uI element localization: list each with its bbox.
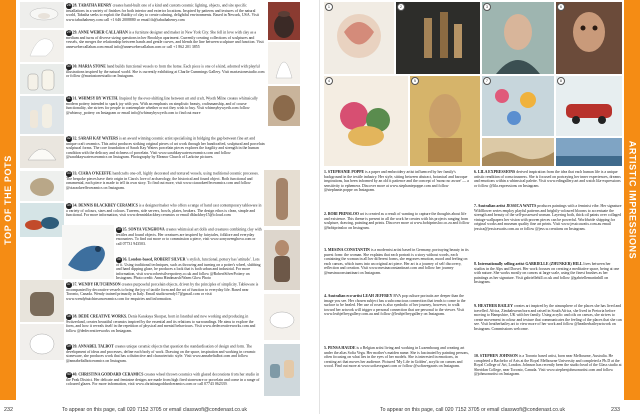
entry-heading: 33. CIARA O'KEEFFE (72, 171, 112, 176)
photo-dark-vessel (268, 2, 300, 40)
artwork-1-embroidery (324, 2, 394, 74)
photo-vases-31 (20, 96, 64, 134)
entry-number: 38 (66, 314, 71, 318)
entry-text: art is created as a result of wanting to capture the thoughts about life and existence. This theme is present in all the work he creates with his projects ranging from sculpture, drawing, painting and prints. Discover more at www.bobiprinsloo.co.za and follow @bobiprinsloo on Instagram. (324, 212, 470, 230)
entry-33 (66, 171, 262, 201)
entry-8 (474, 262, 622, 302)
photo-pottery-36 (20, 280, 64, 322)
photo-white-bowl (264, 294, 300, 340)
entry-text: 's stylish, functional, pottery has 'attitude'. Lots of it. Using traditional techniques, such as throwing and turning on a potter's wheel, slabbing and hand dipping glaze, he produces a look that is both urban and industrial. For more information, visit www.robertsilverpottery.co.uk and follow @RobertSilverPottery on Instagram. Photo credit: Anna Hindmarsh/Warm Glow Photo (116, 257, 261, 281)
entry-31 (66, 96, 266, 134)
entry-number: 30 (66, 64, 71, 68)
entry-37 (66, 282, 262, 312)
photo-glazed-cups (264, 344, 300, 396)
entry-text: is a Belgian artist living and working in Luxembourg and creating art under the alias Sofia Vega. Her mother's maiden name. She is fascinated by painting persons, often focusing on what lies in the eyes of her models. She is interested in emotions, in creating art that moves her audience. Pictured 'My Life in Golden', acrylic on canvas and wood. Find out more at www.sofiavegaart.com or follow @sofiavegaarts on Instagram. (324, 346, 469, 369)
entry-36 (116, 257, 262, 281)
artwork-5-golden (410, 76, 480, 166)
entry-number: 35 (116, 227, 121, 231)
artwork-sky (556, 138, 622, 166)
artwork-label-4: 4 (325, 77, 333, 85)
artwork-label-2: 2 (397, 3, 405, 11)
artwork-3-portrait (482, 2, 554, 74)
section-title-left: TOP OF THE POTS (3, 155, 13, 245)
photo-tall-vase (264, 170, 300, 226)
entry-text: hand builds functional vessels to from the home. Each piece is one of a kind, adorned with playful illustrations inspired by the natural world. She is currently exhibiting at Charlie Cummings Gallery. Visit mariastonestudio.com or follow @mariastonestudio on Instagram. (66, 64, 265, 79)
photo-textured-pot (268, 86, 300, 126)
section-tab-left (0, 0, 16, 400)
entry-number: 32 (66, 136, 71, 140)
entry-heading: 28. TABATHA HENRY (72, 3, 112, 8)
entry-1 (324, 170, 470, 210)
entry-32 (66, 136, 266, 170)
photo-figure (264, 230, 300, 290)
entry-28 (66, 3, 266, 29)
entry-number: 36 (116, 257, 121, 261)
entry-heading: 35. SONYA VENGHOVA (122, 227, 165, 232)
artwork-label-6: 6 (557, 3, 565, 11)
entry-number: 40 (66, 372, 71, 376)
entry-text: derived inspiration from the idea that each human life is a unique artistic rendition of consciousness. She is focused on portraying her inner experiences, dreams and emotions within a whimsical palette. Visit www.edingallery.art and watch lila-expressions or follow @lila.expressions on Instagram. (474, 170, 621, 188)
entry-heading: 40. CHRISTINA GODDARD CERAMICS (72, 372, 144, 377)
photo-white-sculpture (268, 42, 300, 84)
entry-number: 39 (66, 344, 71, 348)
entry-number: 34 (66, 203, 71, 207)
artwork-landscape (482, 138, 554, 166)
entry-text: creates art inspired by the atmosphere of the places she has lived and travelled. Africa, Zimbabwean born and raised in South Africa, she lived in Pretoria before moving to Hampshire, UK with her family. Using acrylic and oils on canvas, she strives to create movement in colour and texture that communicates the feeling of the places that she can see. Visit heatherbailey.art to view more of her work and follow @heatherbaileyartwork on Instagram. Commissions welcome. (474, 304, 622, 331)
entry-heading: 36. London-based, ROBERT SILVER (122, 257, 186, 262)
artwork-4-pop-portrait (324, 76, 408, 166)
photo-lamp-28 (20, 2, 64, 28)
entry-7 (474, 204, 622, 260)
entry-text: creates wheel thrown ceramics with glazed decorations from her studio in the Peak District. Her delicate and feminine designs are made from high fired stoneware or porcelain and come in a range of coloured glazes. For more information, visit www.christinagoddardceramics.com or call 07743 062339. (66, 372, 260, 387)
page-number-left: 232 (4, 407, 13, 413)
artwork-7-wildflower (482, 76, 554, 136)
artwork-car (556, 76, 622, 136)
artwork-6-whimsical (556, 2, 622, 74)
entry-text: is a furniture designer and maker in New York City. She fell in love with clay as a medium and turns of diverse sizing questions in her Brooklyn apartment. Currently creating collections of sculptures and vessels, she merges the relationship between hands and gentle curves, and blends the line between sculpture and function. Visit annewebercallahan.com email info@annewebercallahan.com or call +1 862 201 3855 (66, 30, 264, 49)
entry-heading: 30. MARIA STONE (72, 64, 106, 69)
entry-text: is a Toronto based artist, born near Melbourne, Australia. He completed a Bachelor of Arts at the Royal Melbourne University and completed a Ph.D at the Royal College of Art, London. Johnson has recently been the studio head of the Glass studio at Sheridan College, near Toronto, Canada. Visit www.stephenjohnsonartist.com and follow @johnsonartist on Instagram. (474, 354, 622, 377)
photo-blue-creature-35 (62, 225, 114, 279)
entry-29 (66, 30, 266, 62)
footer-right: To appear on this page, call 020 7152 3705 or email classwofi@condenast.co.uk (380, 407, 565, 413)
photo-sculpture-29 (20, 30, 64, 62)
entry-heading: 10. STEPHEN JOHNSON (474, 354, 518, 358)
entry-text: is a paper and embroidery artist influenced by her family's background in the textile industry. Her style, sitting between abstract, botanical and baroque inspirations, has been informed by an old tt patience and the concept of 'mono no aware' — a sensitivity to ephemera. Discover more at www.stephaniepoppe.com and follow @stephanie.poppe on Instagram. (324, 170, 469, 193)
artwork-label-3: 3 (483, 3, 491, 11)
page-number-right: 233 (611, 407, 620, 413)
entry-text: Inspired by the ever-shifting line between art and craft, Wyeth Milne creates whimsically modern pottery intended to spark joy with you. With an emphasis on simplistic beauty, craftsmanship, and of course functionality, she strives for people to contemplate whether or not they wish to buy. Visit whimsybywyeth.com follow @whimsy_pottery on Instagram or email info@whimsybywyeth.com to find out more (66, 96, 258, 115)
photo-tableware-34 (20, 203, 64, 237)
entry-30 (66, 64, 266, 94)
entry-heading: 37. WENDY HUTCHINSON (72, 282, 121, 287)
entry-heading: 5. PENSA HAUDE (324, 346, 356, 350)
right-page (320, 0, 640, 414)
entry-heading: 38. DÉDÉ CREATIVE WORKS. (72, 314, 128, 319)
entry-2 (324, 212, 470, 246)
entry-number: 29 (66, 30, 71, 34)
artwork-label-1: 1 (325, 3, 333, 11)
entry-heading: 9. HEATHER BAILEY (474, 304, 513, 308)
entry-40 (66, 372, 262, 400)
entry-38 (66, 314, 262, 342)
entry-heading: 7. Australian artist JESSICA WATTS (474, 204, 537, 208)
entry-heading: 34. DENNIS BLACKBEY CERAMICS (72, 203, 138, 208)
artwork-2-sculpture (396, 2, 480, 74)
entry-text: creates unique ceramic objects that question the standardisation of design and form. The development of ideas and processes, define each body of work. Drawing on the space, inspiration and working in ceramic stoneware, she produces work that has a distinctive and characteristic style. Visit www.annabeltalbot.com and follow @annabeltalbotceramics on Instagram. (66, 344, 256, 363)
entry-heading: 8. Internationally selling artist GABRIELLE (ZHUNKER) HILL (474, 262, 583, 266)
entry-heading: 39. ANNABEL TALBOT (72, 344, 114, 349)
entry-heading: 4. Australian eco-artist LEAH JEFFREY (324, 294, 393, 298)
entry-heading: 2. BOBI PRINSLOO (324, 212, 359, 216)
entry-34 (66, 203, 262, 225)
entry-text: is a designer/maker who offers a range of hand cast contemporary tableware in a variety of colours, sizes and colours. Tureens, side servers, bowls, plates, beakers. The design ethos is clean, simple and functional. For more information, visit www.dennisblackbey.ceramics or email dblackbey15@icloud.com (66, 203, 262, 218)
entry-text: creates hand-built one of a kind and custom ceramic lighting, objects, and site specific installations in a variety of finishes for both interior and exterior locations. Inspired by patterns and textures of the natural world, Tabatha seeks to exploit the fluidity of clay to create calming, delightful environments. Based in Newark, USA. Visit www.tabathahenry.com call +1 646 2008880 or email tb@tabathahenry.com (66, 3, 259, 22)
section-title-right: ARTISTIC IMPRESSIONS (627, 140, 638, 260)
entry-9 (474, 304, 622, 352)
entry-number: 33 (66, 171, 71, 175)
entry-text: handcrafts one-off, highly decorated and textured vessels, using traditional ceramic processes. The bespoke pieces have their origin in Ciara's love of archaeology, the historical and found object. Both functional and ornamental, each piece is made to tell its own story. To find out more, visit www.ciaraokeeffeceramics.com and follow @ciaraokeeffeceramics on Instagram. (66, 171, 259, 190)
entry-3 (324, 248, 470, 292)
entry-text: creates purposeful porcelain objects, driven by the principles of simplicity. Tableware is accompanied by decorative vessels to bring the joy of tactile form and the art of function to everyday life. Based near Toronto, Canada. Wendy trained primarily in Italy. Email studiowendy17@gmail.com or visit www.wendyhutchinsonceramics.com for enquiries and information. (66, 282, 259, 301)
entry-text: creates whimsical art dolls and creatures combining clay with textiles and found objects. Her creatures are inspired by fairytales, folklore and everyday encounters. To find out more or to commission a piece, visit www.sonyavenghova.com or call 07731 943503. (116, 227, 262, 246)
entry-39 (66, 344, 262, 370)
artwork-label-7: 7 (483, 77, 491, 85)
footer-left: To appear on this page, call 020 7152 3705 or email classwofi@condenast.co.uk (62, 407, 247, 413)
section-tab-right (624, 0, 640, 400)
entry-heading: 29. ANNE WEBER CALLAHAN (72, 30, 128, 35)
entry-35 (116, 227, 262, 255)
entry-text: is an award winning ceramic artist specialising in bridging the gap between fine art and unique craft ceramics. This artist produces striking original pieces of art work through her handcrafted, sculptural and porcelain sculptural forms. The core foundation of Sarah Kay Waters porcelain pieces explores the fragility and strength in the human condition with the delicacy and richness of porcelain. Visit www.sarahkaywatersceramics.com and follow @sarahkaywatersceramics on Instagram. Photography by Eleanor Church of Larkrise pictures. (66, 136, 265, 160)
entry-heading: 1. STÉPHANIE POPPE (324, 170, 365, 174)
artwork-label-5: 5 (411, 77, 419, 85)
entry-number: 37 (66, 282, 71, 286)
entry-text: is a modernist artist based in Germany, portraying beauty in its purest form: the woman. She explains that each portrait is a story without words, each containing the woman in all her different forms, she engraves emotion, mood and feeling on each canvas, which turns into an original art piece. Her art is a journey of self discovery, reflection and creation. Visit www.mesinaconstantinart.com and follow her journey @mesinaconstantinart on Instagram. (324, 248, 469, 275)
entry-number: 31 (66, 96, 71, 100)
entry-heading: 3. MESINA CONSTANTIN (324, 248, 370, 252)
entry-6 (474, 170, 622, 202)
artwork-label-8: 8 (557, 77, 565, 85)
entry-text: BVA pop culture portraits are deeper than the image you see. Her chosen subject has a subconscious connection that tends to come to the surface to be healed. Her use of roses is also symbolic of her journey, however, to walk toward her artwork will trigger a personal connection that are personal to the viewer. Visit www.leahjeffreygallery.com.au and follow @leahjeffreygallery on Instagram. (324, 294, 466, 317)
photo-porcelain-32 (20, 136, 64, 168)
entry-10 (474, 354, 622, 400)
entry-text: produces paintings with a feminist vibe. Her signature Wildflower series employ playful patterns and brightly-coloured blooms to accentuate the strength and beauty of the self-possessed woman. Layering both, thick oil paints over collaged vintage wallpapers her vision with proven pieces can be powerful. Worldwide shipping for original works and museum quality fine art prints. Visit www.jessicawatts.com.au email jessica@jessicawatts.com.au or follow @jess.w.creations on Instagram. (474, 204, 622, 231)
photo-porcelain-37 (20, 324, 64, 360)
entry-5 (324, 346, 470, 400)
photo-vessels-30 (20, 64, 64, 94)
entry-text: lives between her studios in the Alps and Dorset. Her work focuses on creating a meditative space, being at one with nature. She works mostly on canvas at large scale, using the finest brushes as her paintings as her signature. Visit gabriellehill.co.uk and follow @gabriellemartinhill on Instagram. (474, 262, 620, 285)
entry-heading: 32. SARAH KAY WATERS (72, 136, 119, 141)
entry-heading: 31. WHIMSY BY WYETH. (72, 96, 119, 101)
entry-heading: 6. LILA EXPRESSIONS (474, 170, 516, 174)
entry-number: 28 (66, 3, 71, 7)
photo-okeeffe-33 (20, 171, 64, 201)
entry-text: Denis Karakaya Skorpat, born in Istanbul and now working and producing in Switzerland, creates beautiful ceramics inspired by the essential and its relations to surroundings. He aims to explore the form, and how it reveals itself in the repetition of physical and mental behaviours. Visit www.dedecreativeworks.com and follow @dedecreativeworks on Instagram. (66, 314, 256, 333)
entry-4 (324, 294, 470, 344)
